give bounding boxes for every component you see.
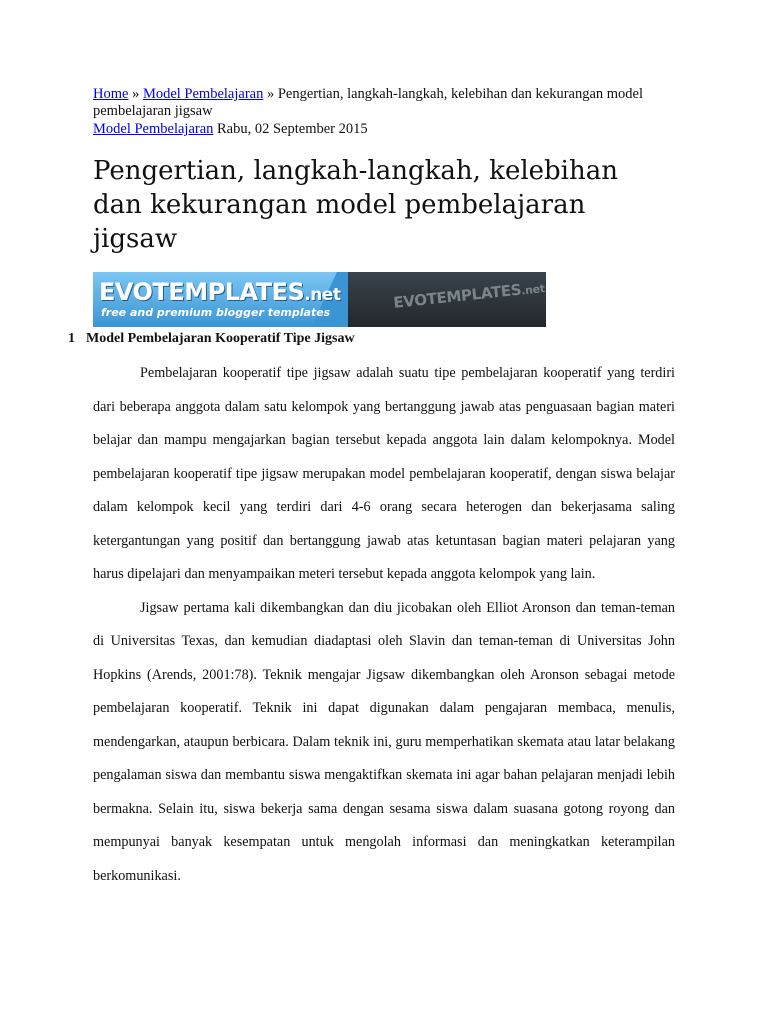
section-heading	[68, 330, 355, 347]
page-title: Pengertian, langkah-langkah, kelebihan dan kekurangan model pembelajaran jigsaw	[93, 156, 618, 254]
breadcrumb	[93, 86, 673, 120]
breadcrumb-separator: »	[263, 86, 278, 102]
breadcrumb-separator: »	[128, 86, 143, 102]
banner-tagline: free and premium blogger templates	[101, 306, 331, 319]
post-category-link[interactable]: Model Pembelajaran	[93, 121, 214, 137]
evotemplates-banner[interactable]	[93, 272, 546, 327]
breadcrumb-current: Pengertian, langkah-langkah, kelebihan dan kekurangan model pembelajaran jigsaw	[93, 86, 644, 119]
banner-logo: EVOTEMPLATES.net	[99, 278, 341, 306]
paragraph: Jigsaw pertama kali dikembangkan dan diu jicobakan oleh Elliot Aronson dan teman-teman di Universitas Texas, dan kemudian diadaptasi oleh Slavin dan teman-teman di Universitas John Hopkins (Arends, 2001:78). Teknik mengajar Jigsaw dikembangkan oleh Aronson sebagai metode pembelajaran kooperatif. Teknik ini dapat digunakan dalam pengajaran membaca, menulis, mendengarkan, ataupun berbicara. Dalam teknik ini, guru memperhatikan skemata atau latar belakang pengalaman siswa dan membantu siswa mengaktifkan skemata ini agar bahan pelajaran menjadi lebih bermakna. Selain itu, siswa bekerja sama dengan sesama siswa dalam suasana gotong royong dan mempunyai banyak kesempatan untuk mengolah informasi dan meningkatkan keterampilan berkomunikasi.	[93, 599, 675, 884]
paragraph: Pembelajaran kooperatif tipe jigsaw adalah suatu tipe pembelajaran kooperatif yang terdiri dari beberapa anggota dalam satu kelompok yang bertanggung jawab atas penguasaan bagian materi belajar dan mampu mengajarkan bagian tersebut kepada anggota lain dalam kelompoknya. Model pembelajaran kooperatif tipe jigsaw merupakan model pembelajaran kooperatif, dengan siswa belajar dalam kelompok kecil yang terdiri dari 4-6 orang secara heterogen dan bekerjasama saling ketergantungan yang positif dan bertanggung jawab atas ketuntasan bagian materi pelajaran yang harus dipelajari dan menyampaikan meteri tersebut kepada anggota kelompok yang lain.	[93, 365, 675, 582]
post-date: Rabu, 02 September 2015	[213, 121, 368, 137]
post-meta	[93, 121, 368, 138]
section-heading-text: Model Pembelajaran Kooperatif Tipe Jigsaw	[86, 331, 355, 346]
breadcrumb-home-link[interactable]: Home	[93, 86, 129, 102]
banner-logo-secondary: EVOTEMPLATES.net	[392, 280, 546, 312]
breadcrumb-category-link[interactable]: Model Pembelajaran	[142, 86, 264, 102]
article-body	[93, 357, 675, 893]
section-number: 1	[68, 331, 75, 346]
